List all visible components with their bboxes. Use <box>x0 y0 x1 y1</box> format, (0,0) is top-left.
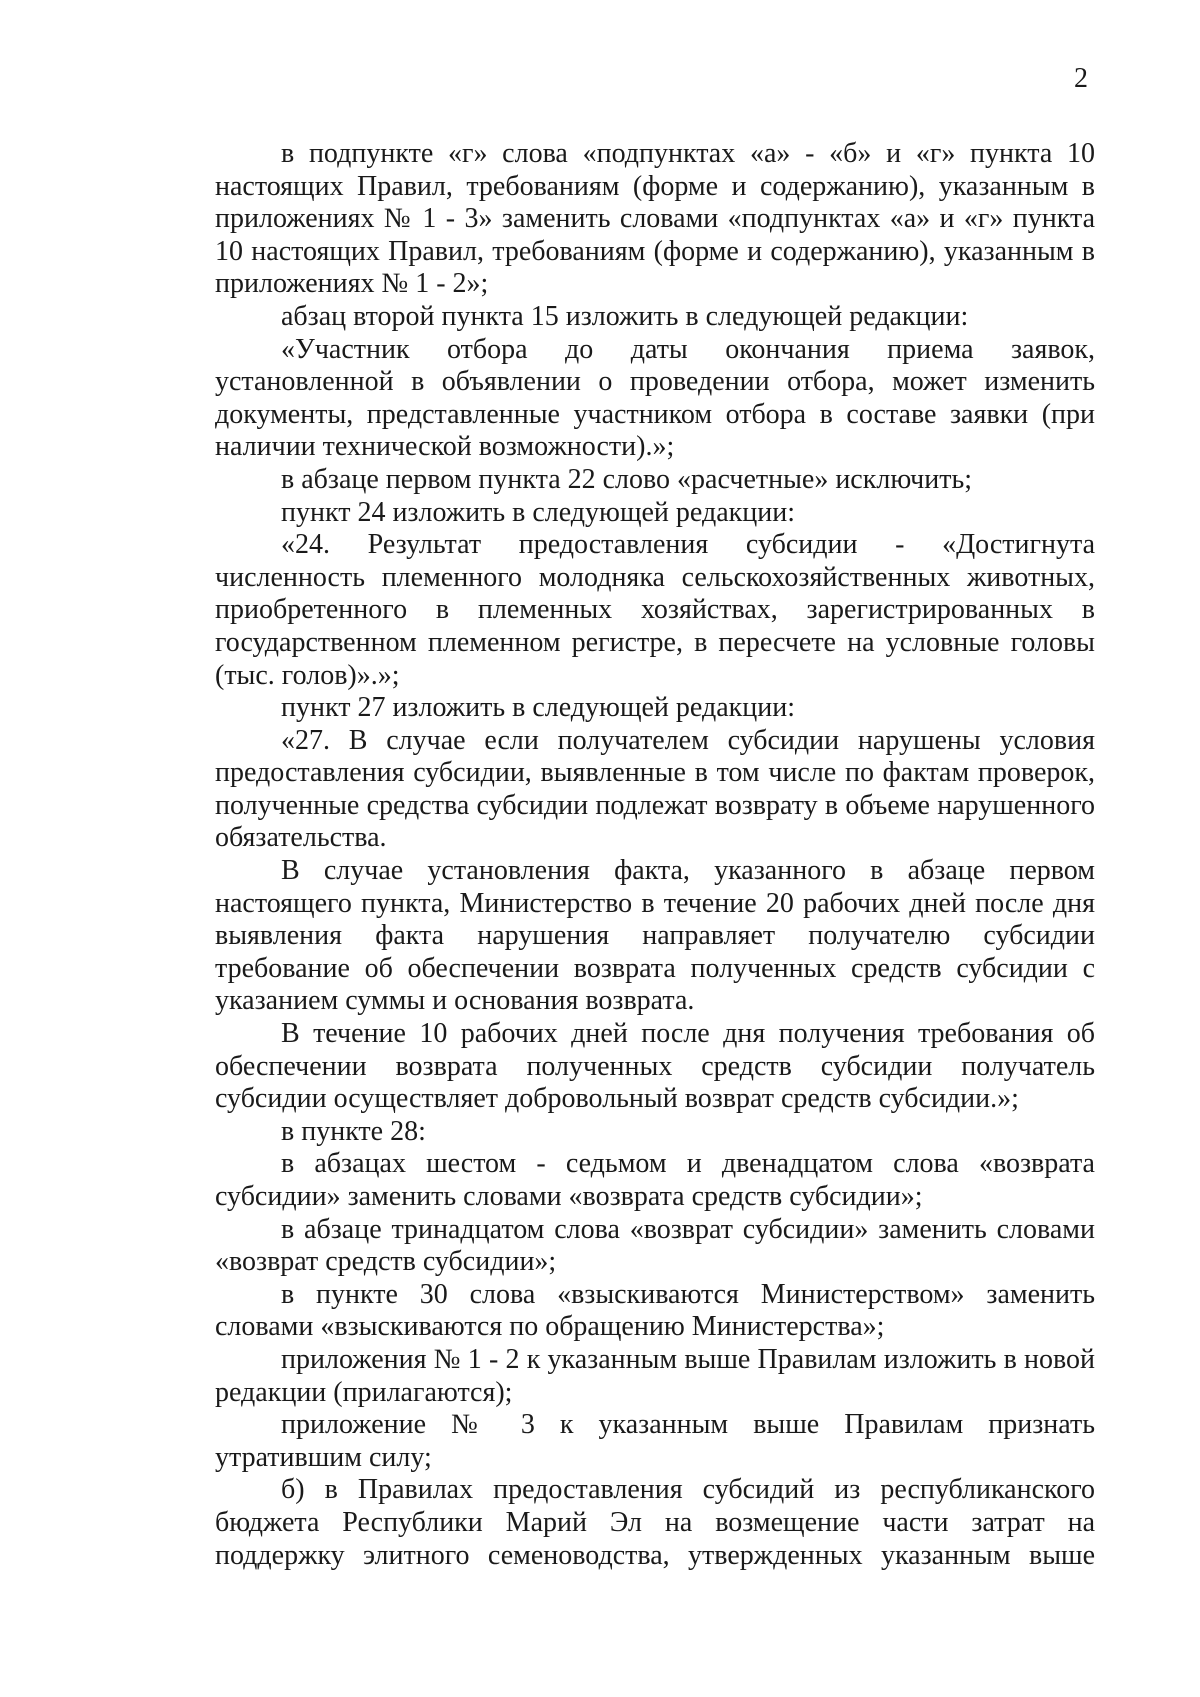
paragraph-7: пункт 27 изложить в следующей редакции: <box>281 692 795 724</box>
paragraph-10: В течение 10 рабочих дней после дня получения требования об обеспечении возврата полученных средств субсидии получатель субсидии осуществляет добровольный возврат средств субсидии.»; <box>215 1018 1095 1115</box>
paragraph-3: «Участник отбора до даты окончания приема заявок, установленной в объявлении о проведении отбора, может изменить документы, представленные участником отбора в составе заявки (при наличии технической возможности).»; <box>215 333 1095 463</box>
paragraph-9: В случае установления факта, указанного в абзаце первом настоящего пункта, Министерство в течение 20 рабочих дней после дня выявления факта нарушения направляет получателю субсидии требование об обеспечении возврата полученных средств субсидии с указанием суммы и основания возврата. <box>215 855 1095 1017</box>
paragraph-4: в абзаце первом пункта 22 слово «расчетные» исключить; <box>281 463 973 495</box>
paragraph-1: в подпункте «г» слова «подпунктах «а» - «б» и «г» пункта 10 настоящих Правил, требованиям (форме и содержанию), указанным в приложениях № 1 - 3» заменить словами «подпунктах «а» и «г» пункта 10 настоящих Правил, требованиям (форме и содержанию), указанным в приложениях № 1 - 2»; <box>215 138 1095 300</box>
page-number: 2 <box>1074 63 1088 94</box>
paragraph-17: б) в Правилах предоставления субсидий из республиканского бюджета Республики Марий Эл на возмещение части затрат на поддержку элитного семеноводства, утвержденных указанным выше <box>215 1474 1095 1571</box>
paragraph-13: в абзаце тринадцатом слова «возврат субсидии» заменить словами «возврат средств субсидии»; <box>215 1213 1095 1278</box>
paragraph-6: «24. Результат предоставления субсидии - «Достигнута численность племенного молодняка сельскохозяйственных животных, приобретенного в племенных хозяйствах, зарегистрированных в государственном племенном регистре, в пересчете на условные головы (тыс. голов)».»; <box>215 529 1095 691</box>
document-body <box>215 138 1095 1572</box>
paragraph-16: приложение № 3 к указанным выше Правилам признать утратившим силу; <box>215 1409 1095 1473</box>
paragraph-2: абзац второй пункта 15 изложить в следующей редакции: <box>281 300 969 332</box>
paragraph-15: приложения № 1 - 2 к указанным выше Правилам изложить в новой редакции (прилагаются); <box>215 1343 1095 1408</box>
paragraph-12: в абзацах шестом - седьмом и двенадцатом слова «возврата субсидии» заменить словами «возврата средств субсидии»; <box>215 1148 1095 1212</box>
paragraph-11: в пункте 28: <box>281 1115 426 1147</box>
paragraph-5: пункт 24 изложить в следующей редакции: <box>281 496 795 528</box>
paragraph-8: «27. В случае если получателем субсидии нарушены условия предоставления субсидии, выявленные в том числе по фактам проверок, полученные средства субсидии подлежат возврату в объеме нарушенного обязательства. <box>215 724 1095 854</box>
paragraph-14: в пункте 30 слова «взыскиваются Министерством» заменить словами «взыскиваются по обращению Министерства»; <box>215 1278 1095 1343</box>
